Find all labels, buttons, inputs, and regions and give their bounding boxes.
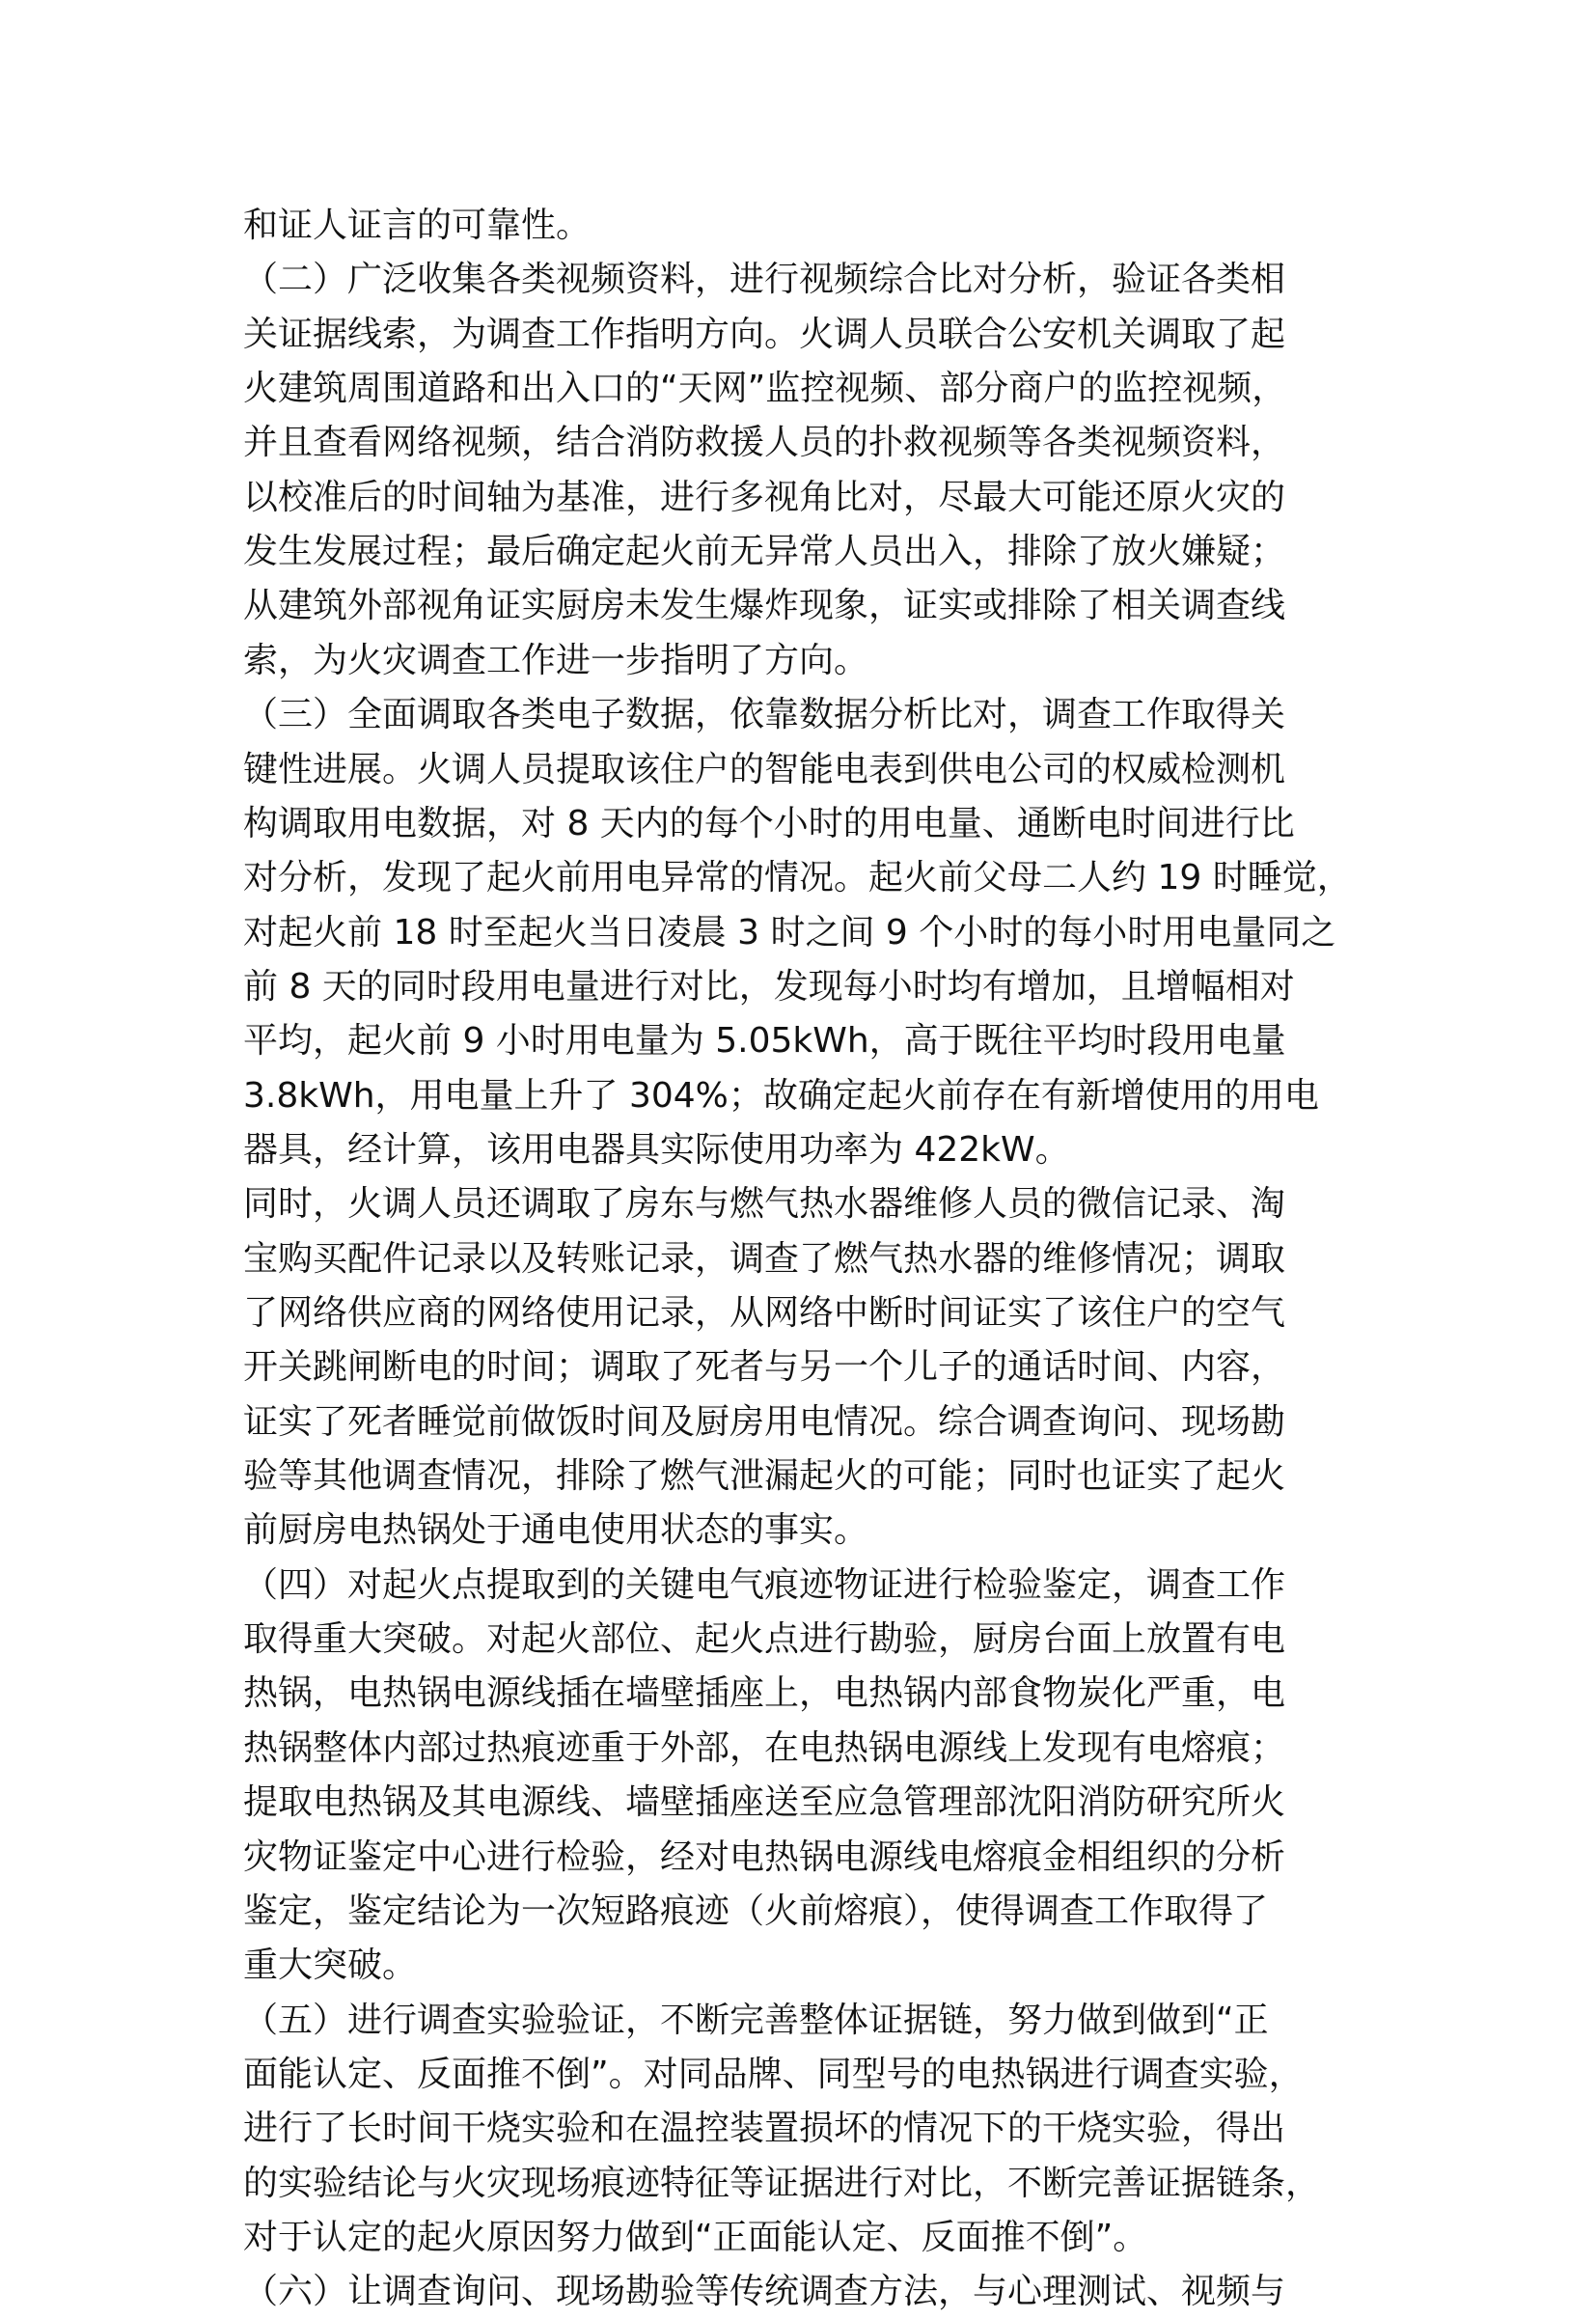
text-line: 对分析，发现了起火前用电异常的情况。起火前父母二人约 19 时睡觉， — [243, 858, 1352, 897]
text-line: （二）广泛收集各类视频资料，进行视频综合比对分析，验证各类相 — [243, 260, 1286, 299]
text-line: （四）对起火点提取到的关键电气痕迹物证进行检验鉴定，调查工作 — [243, 1565, 1286, 1605]
text-line: 开关跳闸断电的时间；调取了死者与另一个儿子的通话时间、内容， — [243, 1347, 1286, 1387]
text-line: 面能认定、反面推不倒”。对同品牌、同型号的电热锅进行调查实验， — [243, 2055, 1304, 2094]
text-line: 从建筑外部视角证实厨房未发生爆炸现象，证实或排除了相关调查线 — [243, 586, 1286, 625]
text-line: 索，为火灾调查工作进一步指明了方向。 — [243, 641, 869, 680]
text-line: 热锅整体内部过热痕迹重于外部，在电热锅电源线上发现有电熔痕； — [243, 1728, 1286, 1768]
text-line: 对于认定的起火原因努力做到“正面能认定、反面推不倒”。 — [243, 2218, 1148, 2257]
text-line: （三）全面调取各类电子数据，依靠数据分析比对，调查工作取得关 — [243, 695, 1286, 734]
text-line: 灾物证鉴定中心进行检验，经对电热锅电源线电熔痕金相组织的分析 — [243, 1837, 1286, 1877]
text-line: 同时，火调人员还调取了房东与燃气热水器维修人员的微信记录、淘 — [243, 1184, 1286, 1224]
text-line: 证实了死者睡觉前做饭时间及厨房用电情况。综合调查询问、现场勘 — [243, 1402, 1286, 1442]
text-line: 平均，起火前 9 小时用电量为 5.05kWh，高于既往平均时段用电量 — [243, 1021, 1286, 1061]
text-line: 发生发展过程；最后确定起火前无异常人员出入，排除了放火嫌疑； — [243, 532, 1286, 571]
text-line: 键性进展。火调人员提取该住户的智能电表到供电公司的权威检测机 — [243, 750, 1286, 789]
text-line: 热锅，电热锅电源线插在墙壁插座上，电热锅内部食物炭化严重，电 — [243, 1673, 1286, 1713]
text-line: 提取电热锅及其电源线、墙壁插座送至应急管理部沈阳消防研究所火 — [243, 1782, 1286, 1822]
text-line: 的实验结论与火灾现场痕迹特征等证据进行对比，不断完善证据链条， — [243, 2164, 1321, 2203]
text-line: 火建筑周围道路和出入口的“天网”监控视频、部分商户的监控视频， — [243, 369, 1287, 408]
text-line: （六）让调查询问、现场勘验等传统调查方法，与心理测试、视频与 — [243, 2272, 1286, 2311]
text-line: 器具，经计算，该用电器具实际使用功率为 422kW。 — [243, 1130, 1070, 1170]
text-line: 构调取用电数据，对 8 天内的每个小时的用电量、通断电时间进行比 — [243, 804, 1295, 843]
text-line: 取得重大突破。对起火部位、起火点进行勘验，厨房台面上放置有电 — [243, 1619, 1286, 1659]
text-line: 进行了长时间干烧实验和在温控装置损坏的情况下的干烧实验，得出 — [243, 2109, 1286, 2148]
text-line: 并且查看网络视频，结合消防救援人员的扑救视频等各类视频资料， — [243, 423, 1286, 462]
text-line: 3.8kWh，用电量上升了 304%；故确定起火前存在有新增使用的用电 — [243, 1076, 1319, 1116]
text-line: 鉴定，鉴定结论为一次短路痕迹（火前熔痕），使得调查工作取得了 — [243, 1891, 1269, 1931]
text-line: 宝购买配件记录以及转账记录，调查了燃气热水器的维修情况；调取 — [243, 1239, 1286, 1279]
text-line: 前 8 天的同时段用电量进行对比，发现每小时均有增加，且增幅相对 — [243, 967, 1295, 1007]
text-line: 验等其他调查情况，排除了燃气泄漏起火的可能；同时也证实了起火 — [243, 1456, 1286, 1496]
text-line: 对起火前 18 时至起火当日凌晨 3 时之间 9 个小时的每小时用电量同之 — [243, 913, 1336, 952]
text-line: 和证人证言的可靠性。 — [243, 206, 592, 245]
text-line: 前厨房电热锅处于通电使用状态的事实。 — [243, 1510, 869, 1550]
text-line: 以校准后的时间轴为基准，进行多视角比对，尽最大可能还原火灾的 — [243, 478, 1286, 517]
text-line: 了网络供应商的网络使用记录，从网络中断时间证实了该住户的空气 — [243, 1293, 1286, 1333]
text-line: （五）进行调查实验验证，不断完善整体证据链，努力做到做到“正 — [243, 2001, 1269, 2040]
text-line: 重大突破。 — [243, 1946, 418, 1985]
text-line: 关证据线索，为调查工作指明方向。火调人员联合公安机关调取了起 — [243, 315, 1286, 354]
